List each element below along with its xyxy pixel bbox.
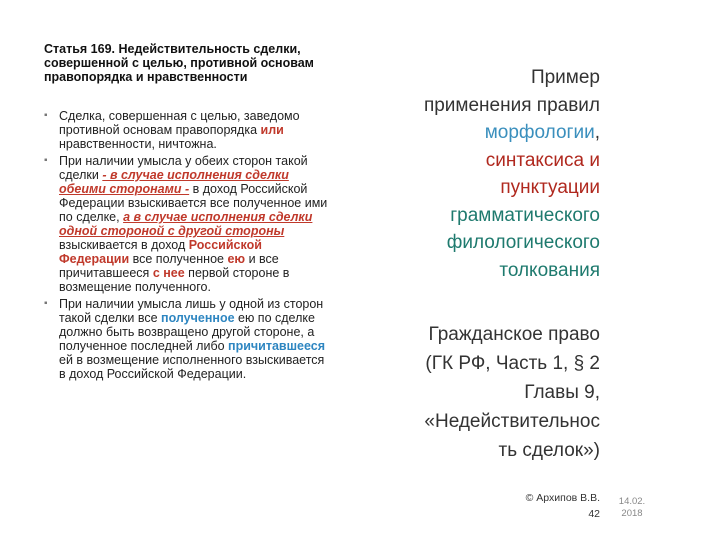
list-item [44, 297, 334, 381]
highlight-text: причитавшееся [228, 339, 326, 353]
reference-line: (ГК РФ, Часть 1, § 2 [425, 353, 600, 374]
heading-line [380, 119, 600, 147]
bullet-text: При наличии умысла лишь у одной из сторон такой сделки все [59, 297, 324, 325]
heading-line: толкования [499, 259, 600, 281]
author-copyright: © Архипов В.В. [525, 492, 600, 504]
date-line: 2018 [621, 508, 643, 519]
date-line: 14.02. [618, 496, 646, 507]
page-number: 42 [588, 508, 600, 520]
bullet-text: Сделка, совершенная с целью, заведомо противной основам правопорядка [59, 109, 300, 137]
bullet-text: нравственности, ничтожна. [59, 137, 217, 151]
civil-law-reference [380, 320, 600, 465]
bullet-square-icon: ▪ [44, 298, 48, 309]
bullet-text: ею по сделке должно быть возвращено другой стороне, а полученное последней либо [59, 311, 315, 353]
heading-line: пунктуации [500, 177, 600, 198]
bullet-square-icon: ▪ [44, 110, 48, 121]
highlight-text: Российской Федерации [59, 238, 262, 266]
reference-line: Главы 9, [524, 382, 600, 403]
list-item [44, 109, 334, 151]
reference-line: Гражданское право [428, 324, 600, 345]
heading-line: Пример [530, 67, 600, 88]
comma: , [594, 122, 600, 143]
bullet-text: ей в возмещение исполненного взыскивается в доход Российской Федерации. [59, 353, 325, 381]
heading-line: грамматического [450, 204, 600, 226]
heading-line: филологического [446, 232, 600, 253]
bullet-text: в доход Российской Федерации взыскивается все полученное ими по сделке, [59, 182, 328, 224]
article-title: Статья 169. Недействительность сделки, совершенной с целью, противной основам правопорядка и нравственности [44, 42, 314, 84]
bullet-text: все полученное [129, 252, 228, 266]
reference-line: «Недействительнос [424, 411, 600, 432]
bullet-text: При наличии умысла у обеих сторон такой сделки [59, 154, 308, 182]
bullet-text: первой стороне в возмещение полученного. [59, 266, 290, 294]
footer-date [612, 496, 652, 520]
heading-line: применения правил [423, 94, 600, 116]
bullet-text: взыскивается в доход [59, 238, 189, 252]
highlight-text: ею [227, 252, 246, 266]
bullet-list [44, 109, 334, 384]
morphology-word: морфологии [484, 122, 595, 143]
bullet-text: и все причитавшееся [59, 252, 279, 280]
footer-author [470, 490, 600, 522]
highlight-text: или [260, 123, 284, 137]
highlight-text: с нее [152, 266, 185, 280]
reference-line: ть сделок») [498, 440, 600, 461]
highlight-text: - в случае исполнения сделки обеими сторонами - [59, 168, 289, 196]
highlight-text: полученное [161, 311, 235, 325]
bullet-square-icon: ▪ [44, 155, 48, 166]
highlight-text: а в случае исполнения сделки одной стороной с другой стороны [59, 210, 313, 238]
list-item [44, 154, 334, 294]
heading-line: синтаксиса и [485, 149, 600, 171]
example-heading-block [380, 64, 600, 284]
